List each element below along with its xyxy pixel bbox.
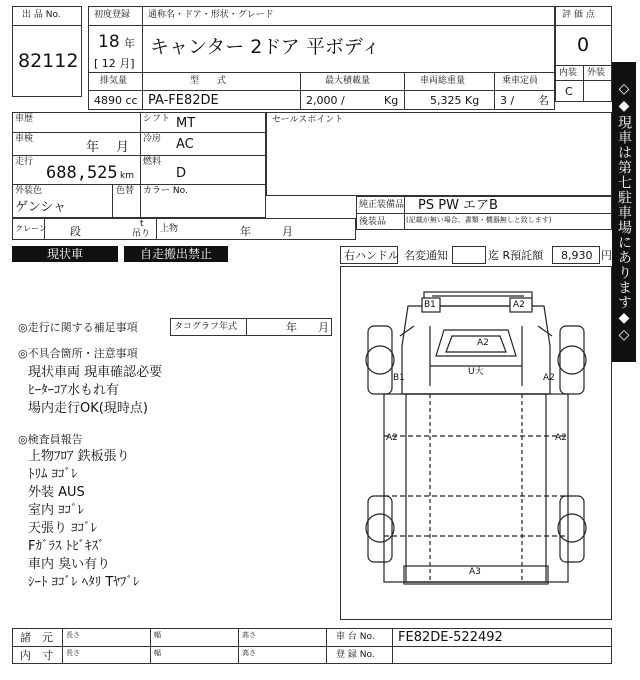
- mileage-label: 走行: [15, 157, 34, 167]
- lot-no: 82112: [18, 50, 79, 72]
- chassis-no: FE82DE-522492: [398, 630, 503, 645]
- defect-line: 場内走行OK(現時点): [28, 401, 148, 416]
- lot-no-label: 出 品 No.: [22, 10, 61, 20]
- model-label: 型 式: [190, 76, 227, 86]
- history-label: 車歴: [15, 114, 34, 124]
- inspector-line: Fｶﾞﾗｽ ﾄﾋﾞｷｽﾞ: [28, 539, 105, 554]
- no-self-drive-badge: 自走搬出禁止: [124, 246, 228, 262]
- first-reg-label: 初度登録: [94, 10, 131, 20]
- inspector-line: 室内 ﾖｺﾞﾚ: [28, 503, 85, 518]
- inspector-line: ﾄﾘﾑ ﾖｺﾞﾚ: [28, 467, 78, 482]
- crane-label: クレーン: [15, 224, 47, 233]
- gross-label: 車両総重量: [420, 76, 466, 86]
- chassis-label: 車 台 No.: [336, 632, 375, 642]
- inspection-year: 年: [86, 140, 100, 155]
- name-change-label: 名変通知: [404, 249, 448, 262]
- reg-year: 18: [98, 32, 120, 52]
- reg-year-unit: 年: [124, 37, 135, 50]
- dims-height-label: 高さ: [242, 631, 256, 639]
- reg-no-label: 登 録 No.: [336, 650, 375, 660]
- ac: AC: [176, 137, 194, 152]
- interior-length-label: 長さ: [66, 649, 80, 657]
- damage-mark: B1: [424, 300, 436, 310]
- name-change-box: [452, 246, 486, 264]
- interior-width-label: 幅: [154, 649, 161, 657]
- crane-ton: t: [140, 219, 144, 229]
- crane-stage: 段: [70, 225, 81, 238]
- shift: MT: [176, 116, 196, 131]
- seats-label: 乗車定員: [502, 76, 539, 86]
- damage-mark: U大: [468, 367, 484, 377]
- running-notes-label: ◎走行に関する補足事項: [18, 321, 138, 334]
- deposit: 8,930: [561, 249, 593, 262]
- inspector-line: ｼｰﾄ ﾖｺﾞﾚ ﾍﾀﾘ Tﾔﾌﾞﾚ: [28, 575, 140, 590]
- gross-weight: 5,325 Kg: [430, 94, 480, 107]
- defect-line: 現状車両 現車確認必要: [28, 365, 163, 380]
- as-is-badge: 現状車: [12, 246, 118, 262]
- interior-score: C: [565, 85, 573, 98]
- damage-mark: A2: [543, 373, 555, 383]
- model-code: PA-FE82DE: [148, 93, 219, 108]
- tacho-month: 月: [318, 321, 329, 334]
- damage-mark: A2: [513, 300, 525, 310]
- equip: PS PW エアB: [418, 198, 498, 213]
- inspector-label: ◎検査員報告: [18, 433, 83, 446]
- sales-point-label: セールスポイント: [272, 115, 344, 125]
- dims-length-label: 長さ: [66, 631, 80, 639]
- mileage: 688,525: [46, 163, 118, 183]
- inspection-label: 車検: [15, 134, 34, 144]
- reg-month: [ 12 月]: [94, 57, 135, 70]
- seats-unit: 名: [538, 94, 549, 107]
- body-label: 上物: [160, 224, 179, 234]
- crane-hang: 吊り: [132, 229, 151, 239]
- mileage-unit: km: [120, 171, 134, 181]
- tacho-year: 年: [286, 321, 297, 334]
- damage-mark: A3: [469, 567, 481, 577]
- fuel: D: [176, 166, 187, 181]
- body-month: 月: [282, 225, 293, 238]
- body-year: 年: [240, 225, 251, 238]
- score: 0: [577, 34, 590, 56]
- aftermarket-label: 後装品: [359, 217, 387, 227]
- dims-width-label: 幅: [154, 631, 161, 639]
- defect-line: ﾋｰﾀｰｺｱ水もれ有: [28, 383, 120, 398]
- fuel-label: 燃料: [143, 157, 162, 167]
- interior-label: 内装: [559, 68, 578, 78]
- mileage-check-label: 迄 R預託額: [488, 249, 544, 262]
- ac-label: 冷房: [143, 134, 162, 144]
- shift-label: シフト: [143, 114, 171, 124]
- defects-label: ◎不具合箇所・注意事項: [18, 347, 138, 360]
- deposit-yen: 円: [601, 249, 612, 262]
- model-name: キャンター 2ドア 平ボディ: [150, 36, 381, 58]
- inspection-month: 月: [116, 140, 130, 155]
- interior-dims-label: 内 寸: [20, 649, 53, 662]
- crane-row: [12, 218, 356, 240]
- interior-height-label: 高さ: [242, 649, 256, 657]
- damage-mark: B1: [393, 373, 405, 383]
- equip-label: 純正装備品: [359, 200, 405, 210]
- tacho-label: タコグラフ年式: [174, 322, 238, 332]
- inspector-line: 外装 AUS: [28, 485, 85, 500]
- seats: 3 /: [500, 94, 515, 107]
- damage-mark: A2: [555, 433, 567, 443]
- damage-mark: A2: [386, 433, 398, 443]
- displacement-label: 排気量: [100, 76, 128, 86]
- color: ゲンシャ: [15, 200, 67, 215]
- inspector-line: 天張り ﾖｺﾞﾚ: [28, 521, 98, 536]
- handle: 右ハンドル: [344, 249, 399, 262]
- parking-notice: ◇◆現車は第七駐車場にあります◆◇: [612, 62, 636, 362]
- color-change-label: 色替: [116, 186, 135, 196]
- exterior-label: 外装: [587, 68, 606, 78]
- capacity: 2,000 /: [306, 94, 345, 107]
- capacity-unit: Kg: [384, 94, 399, 107]
- color-code-label: カラー No.: [143, 186, 188, 196]
- color-label: 外装色: [15, 186, 43, 196]
- inspector-line: 上物ﾌﾛｱ 鉄板張り: [28, 449, 130, 464]
- score-label: 評 価 点: [562, 10, 595, 20]
- model-name-label: 通称名・ドア・形状・グレード: [148, 10, 274, 20]
- aftermarket-note: (記載が無い場合、書類・機器無しと致します): [406, 216, 552, 224]
- damage-mark: A2: [477, 338, 489, 348]
- dims-label: 諸 元: [20, 631, 53, 644]
- inspector-line: 車内 臭い有り: [28, 557, 111, 572]
- displacement: 4890 cc: [94, 94, 138, 107]
- capacity-label: 最大積載量: [325, 76, 371, 86]
